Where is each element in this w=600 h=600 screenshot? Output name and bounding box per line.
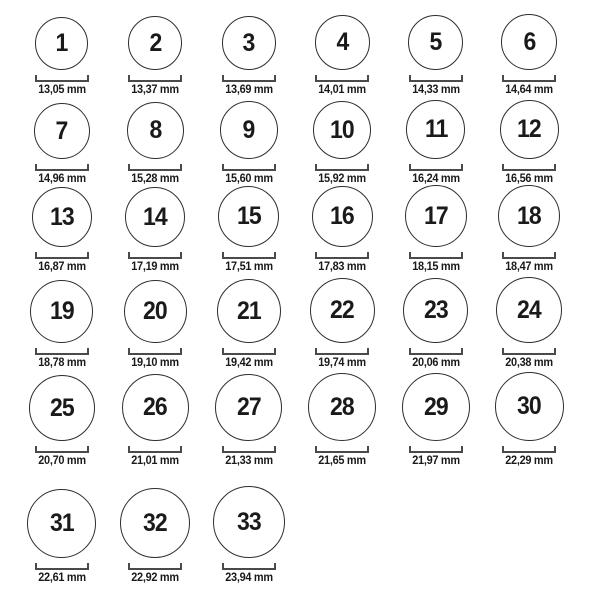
ring-circle xyxy=(213,486,285,558)
diameter-label: 13,37 mm xyxy=(131,84,180,96)
ring-size-item xyxy=(296,373,390,471)
ring-circle xyxy=(308,373,376,441)
diameter-label: 16,24 mm xyxy=(411,173,460,185)
diameter-label: 20,38 mm xyxy=(505,357,554,369)
ring-circle xyxy=(128,16,182,70)
ring-circle xyxy=(32,187,92,247)
ring-circle xyxy=(408,15,463,70)
ring-size-item xyxy=(15,187,109,277)
ring-size-item xyxy=(109,16,203,100)
diameter-label: 14,33 mm xyxy=(411,84,460,96)
ring-size-number: 18 xyxy=(517,201,542,230)
ring-circle xyxy=(120,488,190,558)
ring-size-number: 22 xyxy=(330,296,355,324)
diameter-label: 21,01 mm xyxy=(131,455,180,467)
diameter-ruler xyxy=(35,75,89,82)
ring-size-number: 26 xyxy=(143,393,168,421)
size-row xyxy=(0,277,600,373)
diameter-ruler xyxy=(502,164,556,171)
ring-circle xyxy=(30,280,93,343)
ring-size-item xyxy=(202,279,296,373)
ring-size-item xyxy=(202,101,296,189)
ring-circle xyxy=(220,101,278,159)
diameter-ruler xyxy=(222,446,276,453)
diameter-ruler xyxy=(502,252,556,259)
ring-size-number: 25 xyxy=(49,393,74,422)
diameter-ruler xyxy=(128,563,182,570)
diameter-label: 15,60 mm xyxy=(224,173,273,185)
ring-size-item xyxy=(296,278,390,373)
diameter-label: 13,05 mm xyxy=(37,84,86,96)
diameter-label: 14,01 mm xyxy=(318,84,367,96)
ring-circle xyxy=(35,17,88,70)
diameter-label: 19,10 mm xyxy=(131,357,180,369)
ring-circle xyxy=(402,373,470,441)
ring-circle xyxy=(313,101,371,159)
ring-size-number: 21 xyxy=(236,296,261,325)
ring-size-item xyxy=(109,374,203,471)
diameter-ruler xyxy=(409,252,463,259)
ring-size-number: 33 xyxy=(236,507,261,536)
ring-size-item xyxy=(389,373,483,471)
ring-circle xyxy=(312,186,373,247)
diameter-label: 18,78 mm xyxy=(37,357,86,369)
ring-size-item xyxy=(202,16,296,100)
diameter-label: 14,64 mm xyxy=(505,84,554,96)
ring-size-number: 17 xyxy=(423,201,448,230)
ring-size-item xyxy=(389,100,483,189)
ring-size-number: 28 xyxy=(330,392,355,421)
size-row xyxy=(0,373,600,471)
ring-circle xyxy=(27,489,96,558)
ring-size-item xyxy=(389,185,483,277)
diameter-ruler xyxy=(222,164,276,171)
diameter-ruler xyxy=(315,75,369,82)
ring-size-item xyxy=(15,17,109,100)
ring-size-item xyxy=(109,280,203,373)
diameter-ruler xyxy=(502,348,556,355)
ring-size-item xyxy=(389,15,483,100)
size-row xyxy=(0,100,600,189)
diameter-label: 22,29 mm xyxy=(505,455,554,467)
diameter-ruler xyxy=(315,348,369,355)
diameter-ruler xyxy=(128,446,182,453)
ring-size-item xyxy=(483,277,577,373)
diameter-label: 23,94 mm xyxy=(224,572,273,584)
ring-size-number: 2 xyxy=(149,28,162,57)
ring-circle xyxy=(406,100,465,159)
diameter-label: 17,19 mm xyxy=(131,261,180,273)
ring-size-item xyxy=(296,15,390,100)
diameter-label: 14,96 mm xyxy=(37,173,86,185)
ring-size-item xyxy=(483,100,577,189)
ring-circle xyxy=(127,102,184,159)
ring-circle xyxy=(496,277,562,343)
size-row xyxy=(0,189,600,277)
ring-size-number: 19 xyxy=(49,297,74,325)
diameter-ruler xyxy=(128,252,182,259)
diameter-label: 15,92 mm xyxy=(318,173,367,185)
diameter-ruler xyxy=(128,75,182,82)
diameter-ruler xyxy=(315,164,369,171)
diameter-ruler xyxy=(35,164,89,171)
ring-size-item xyxy=(202,374,296,471)
diameter-ruler xyxy=(35,348,89,355)
ring-size-number: 27 xyxy=(236,393,261,421)
diameter-label: 13,69 mm xyxy=(224,84,273,96)
diameter-label: 21,97 mm xyxy=(411,455,460,467)
ring-size-number: 29 xyxy=(423,392,448,421)
ring-size-number: 9 xyxy=(242,115,255,144)
ring-circle xyxy=(405,185,467,247)
ring-size-number: 8 xyxy=(149,116,162,144)
diameter-label: 21,33 mm xyxy=(224,455,273,467)
diameter-ruler xyxy=(35,563,89,570)
ring-circle xyxy=(122,374,189,441)
size-grid xyxy=(0,2,600,588)
ring-size-number: 5 xyxy=(429,28,442,56)
diameter-ruler xyxy=(222,75,276,82)
ring-circle xyxy=(34,103,90,159)
ring-size-number: 1 xyxy=(55,29,68,57)
ring-circle xyxy=(218,186,279,247)
ring-size-number: 15 xyxy=(236,202,261,230)
ring-circle xyxy=(315,15,370,70)
ring-size-item xyxy=(202,486,296,588)
ring-circle xyxy=(310,278,375,343)
ring-size-item xyxy=(389,278,483,373)
diameter-label: 21,65 mm xyxy=(318,455,367,467)
ring-size-number: 7 xyxy=(55,116,68,145)
ring-circle xyxy=(217,279,281,343)
ring-size-item xyxy=(296,186,390,277)
ring-circle xyxy=(498,185,560,247)
diameter-ruler xyxy=(502,75,556,82)
diameter-label: 16,87 mm xyxy=(37,261,86,273)
ring-size-item xyxy=(15,280,109,373)
ring-circle xyxy=(125,187,185,247)
ring-size-item xyxy=(109,187,203,277)
ring-circle xyxy=(29,375,95,441)
diameter-label: 22,61 mm xyxy=(37,572,86,584)
ring-size-item xyxy=(15,103,109,189)
diameter-label: 19,42 mm xyxy=(224,357,273,369)
ring-size-number: 13 xyxy=(49,202,74,231)
ring-circle xyxy=(501,14,557,70)
diameter-label: 20,06 mm xyxy=(411,357,460,369)
size-row xyxy=(0,2,600,100)
diameter-ruler xyxy=(35,252,89,259)
ring-size-number: 10 xyxy=(330,115,355,144)
diameter-ruler xyxy=(128,164,182,171)
ring-size-number: 3 xyxy=(242,28,255,57)
diameter-label: 17,51 mm xyxy=(224,261,273,273)
ring-size-number: 20 xyxy=(143,297,168,325)
diameter-ruler xyxy=(315,446,369,453)
ring-circle xyxy=(222,16,276,70)
ring-size-item xyxy=(109,102,203,189)
diameter-ruler xyxy=(222,252,276,259)
ring-size-item xyxy=(15,375,109,471)
ring-size-item xyxy=(15,489,109,588)
ring-size-number: 11 xyxy=(424,115,447,143)
diameter-label: 22,92 mm xyxy=(131,572,180,584)
diameter-label: 15,28 mm xyxy=(131,173,180,185)
ring-circle xyxy=(403,278,468,343)
ring-size-number: 30 xyxy=(517,392,542,420)
ring-size-item xyxy=(296,101,390,189)
ring-circle xyxy=(500,100,559,159)
ring-size-number: 23 xyxy=(423,296,448,324)
diameter-ruler xyxy=(222,563,276,570)
diameter-ruler xyxy=(502,446,556,453)
diameter-ruler xyxy=(409,164,463,171)
ring-circle xyxy=(124,280,187,343)
diameter-label: 17,83 mm xyxy=(318,261,367,273)
ring-size-number: 14 xyxy=(143,202,168,231)
ring-size-item xyxy=(483,372,577,471)
diameter-label: 18,47 mm xyxy=(505,261,554,273)
ring-size-number: 12 xyxy=(517,115,542,143)
diameter-label: 16,56 mm xyxy=(505,173,554,185)
diameter-ruler xyxy=(128,348,182,355)
ring-size-item xyxy=(483,14,577,100)
size-row xyxy=(0,471,600,588)
ring-size-number: 6 xyxy=(523,27,536,56)
diameter-label: 19,74 mm xyxy=(318,357,367,369)
diameter-ruler xyxy=(409,75,463,82)
ring-size-number: 32 xyxy=(143,508,168,537)
diameter-label: 18,15 mm xyxy=(411,261,460,273)
diameter-ruler xyxy=(409,446,463,453)
ring-size-number: 24 xyxy=(517,295,542,324)
ring-size-item xyxy=(202,186,296,277)
diameter-ruler xyxy=(409,348,463,355)
ring-size-number: 31 xyxy=(49,509,74,537)
diameter-ruler xyxy=(35,446,89,453)
ring-size-item xyxy=(109,488,203,588)
ring-size-number: 4 xyxy=(336,28,349,56)
ring-circle xyxy=(215,374,282,441)
diameter-ruler xyxy=(222,348,276,355)
ring-size-number: 16 xyxy=(330,202,355,230)
diameter-ruler xyxy=(315,252,369,259)
ring-size-item xyxy=(483,185,577,277)
diameter-label: 20,70 mm xyxy=(37,455,86,467)
ring-circle xyxy=(495,372,564,441)
